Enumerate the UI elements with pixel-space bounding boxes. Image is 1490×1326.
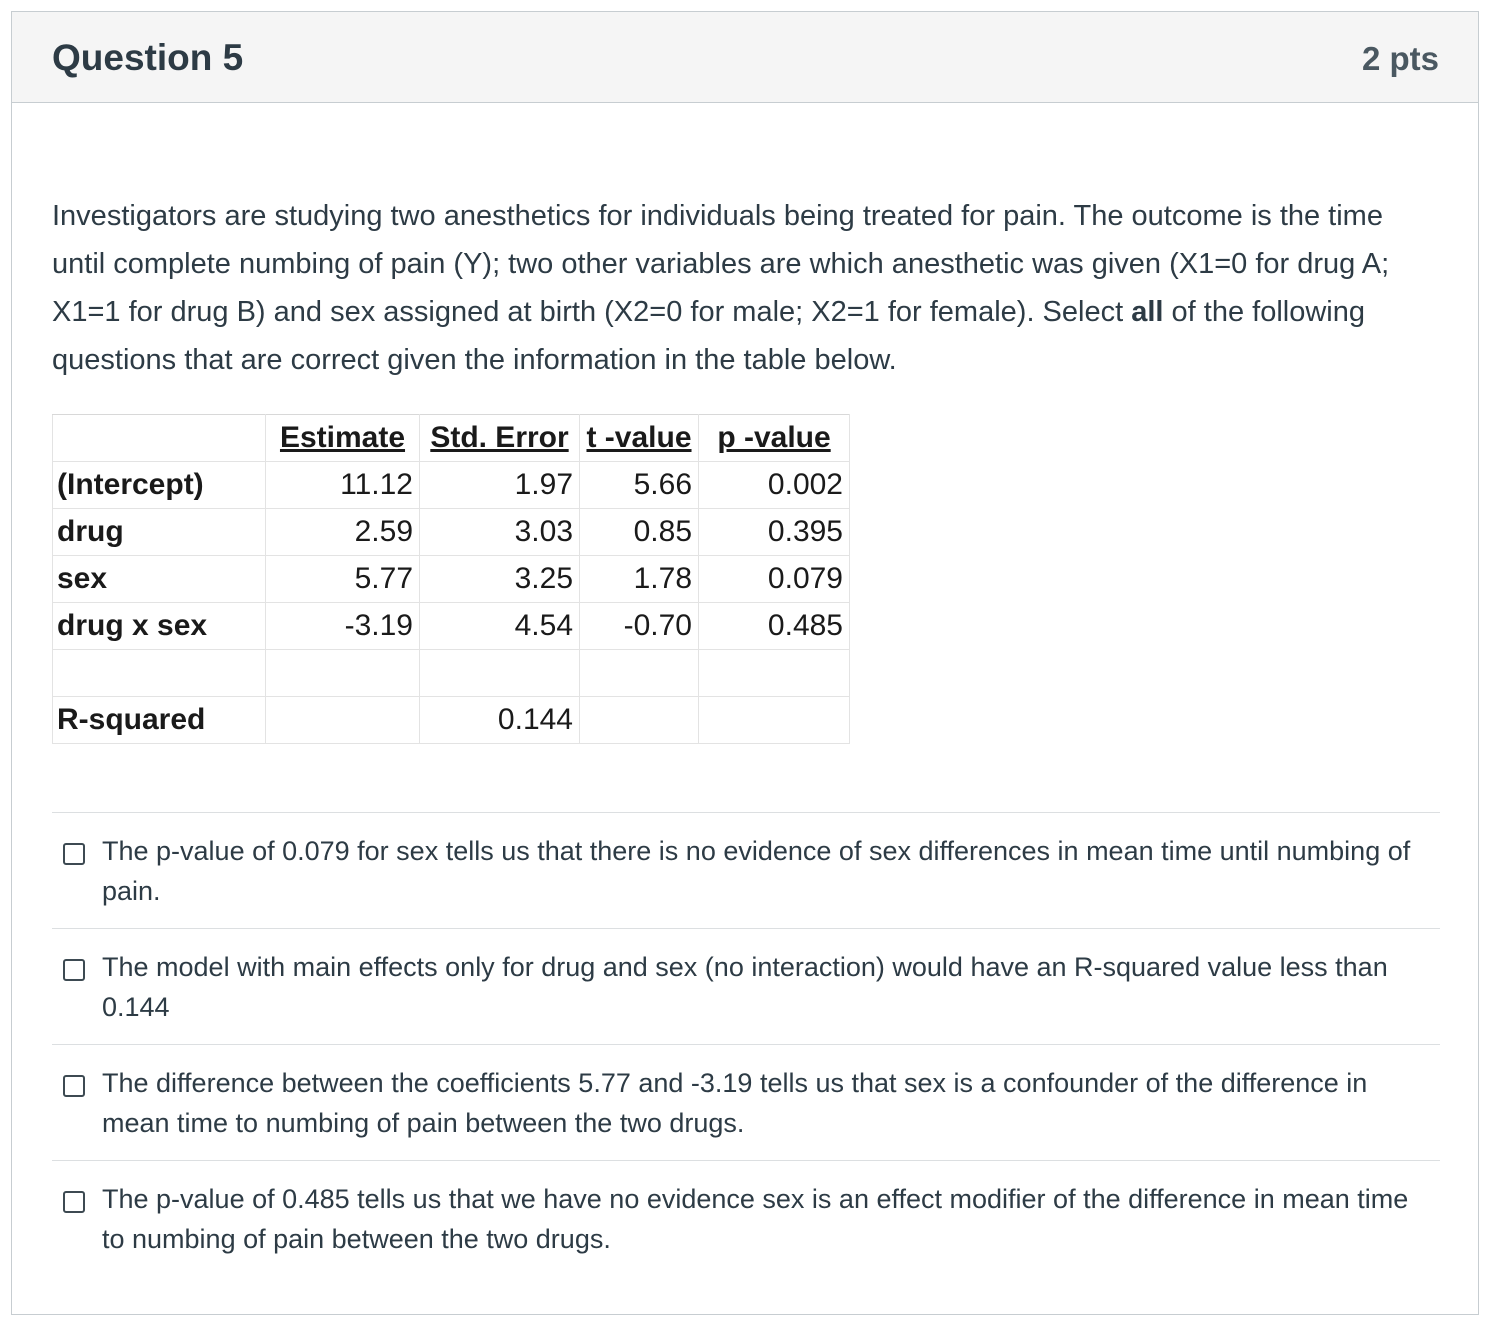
table-cell (699, 650, 850, 697)
table-cell: 4.54 (420, 603, 580, 650)
table-cell: 0.144 (420, 697, 580, 744)
table-cell (699, 697, 850, 744)
table-cell: 5.66 (580, 462, 699, 509)
question-points: 2 pts (1361, 40, 1439, 77)
answer-option-3[interactable] (52, 1044, 1440, 1160)
answer-list (52, 812, 1440, 1276)
table-row-label: sex (53, 556, 266, 603)
question-prompt (52, 192, 1412, 384)
table-cell: -0.70 (580, 603, 699, 650)
table-cell: 0.395 (699, 509, 850, 556)
answer-option-4[interactable] (52, 1160, 1440, 1276)
answer-label-1[interactable]: The p-value of 0.079 for sex tells us that there is no evidence of sex differences in mean time until numbing of pain. (102, 836, 1411, 906)
table-cell (266, 697, 420, 744)
answer-label-4[interactable]: The p-value of 0.485 tells us that we have no evidence sex is an effect modifier of the difference in mean time to numbing of pain between the two drugs. (102, 1184, 1409, 1254)
answer-checkbox-1[interactable] (63, 843, 85, 865)
table-row (53, 462, 850, 509)
table-header-row (53, 415, 850, 462)
table-row-label: drug x sex (53, 603, 266, 650)
regression-table (52, 414, 850, 744)
table-cell: 0.079 (699, 556, 850, 603)
table-cell: 5.77 (266, 556, 420, 603)
table-cell: 1.97 (420, 462, 580, 509)
table-row-label (53, 650, 266, 697)
table-cell (420, 650, 580, 697)
table-cell: 0.485 (699, 603, 850, 650)
table-cell: 11.12 (266, 462, 420, 509)
table-row (53, 697, 850, 744)
answer-label-2[interactable]: The model with main effects only for drug and sex (no interaction) would have an R-squared value less than 0.144 (102, 952, 1388, 1022)
table-cell (580, 650, 699, 697)
answer-label-3[interactable]: The difference between the coefficients 5.77 and -3.19 tells us that sex is a confounder of the difference in mean time to numbing of pain between the two drugs. (102, 1068, 1368, 1138)
table-header-cell: t -value (580, 415, 699, 462)
table-row-label: (Intercept) (53, 462, 266, 509)
table-row (53, 556, 850, 603)
prompt-text-2: of the following questions that are correct given the information in the table below. (52, 296, 1365, 376)
table-row-label: R-squared (53, 697, 266, 744)
table-cell (580, 697, 699, 744)
table-row (53, 603, 850, 650)
table-header-cell: Std. Error (420, 415, 580, 462)
table-cell: -3.19 (266, 603, 420, 650)
table-header-cell (53, 415, 266, 462)
answer-option-1[interactable] (52, 812, 1440, 928)
table-cell: 1.78 (580, 556, 699, 603)
prompt-bold-all: all (1131, 296, 1164, 328)
table-header-cell: p -value (699, 415, 850, 462)
question-header (12, 12, 1478, 103)
table-cell: 0.85 (580, 509, 699, 556)
prompt-text-1: Investigators are studying two anesthetics for individuals being treated for pain. The outcome is the time until complete numbing of pain (Y); two other variables are which anesthetic was given (X1=0 for drug A; X1=1 for drug B) and sex assigned at birth (X2=0 for male; X2=1 for female). Select (52, 200, 1390, 328)
table-cell: 3.03 (420, 509, 580, 556)
answer-checkbox-3[interactable] (63, 1075, 85, 1097)
table-cell: 2.59 (266, 509, 420, 556)
table-row (53, 509, 850, 556)
table-row-empty (53, 650, 850, 697)
table-cell: 0.002 (699, 462, 850, 509)
table-header-cell: Estimate (266, 415, 420, 462)
question-title: Question 5 (52, 37, 244, 78)
answer-option-2[interactable] (52, 928, 1440, 1044)
answer-checkbox-2[interactable] (63, 959, 85, 981)
table-cell: 3.25 (420, 556, 580, 603)
table-row-label: drug (53, 509, 266, 556)
table-cell (266, 650, 420, 697)
answer-checkbox-4[interactable] (63, 1191, 85, 1213)
question-body (52, 192, 1442, 1254)
question-card (11, 11, 1479, 1315)
